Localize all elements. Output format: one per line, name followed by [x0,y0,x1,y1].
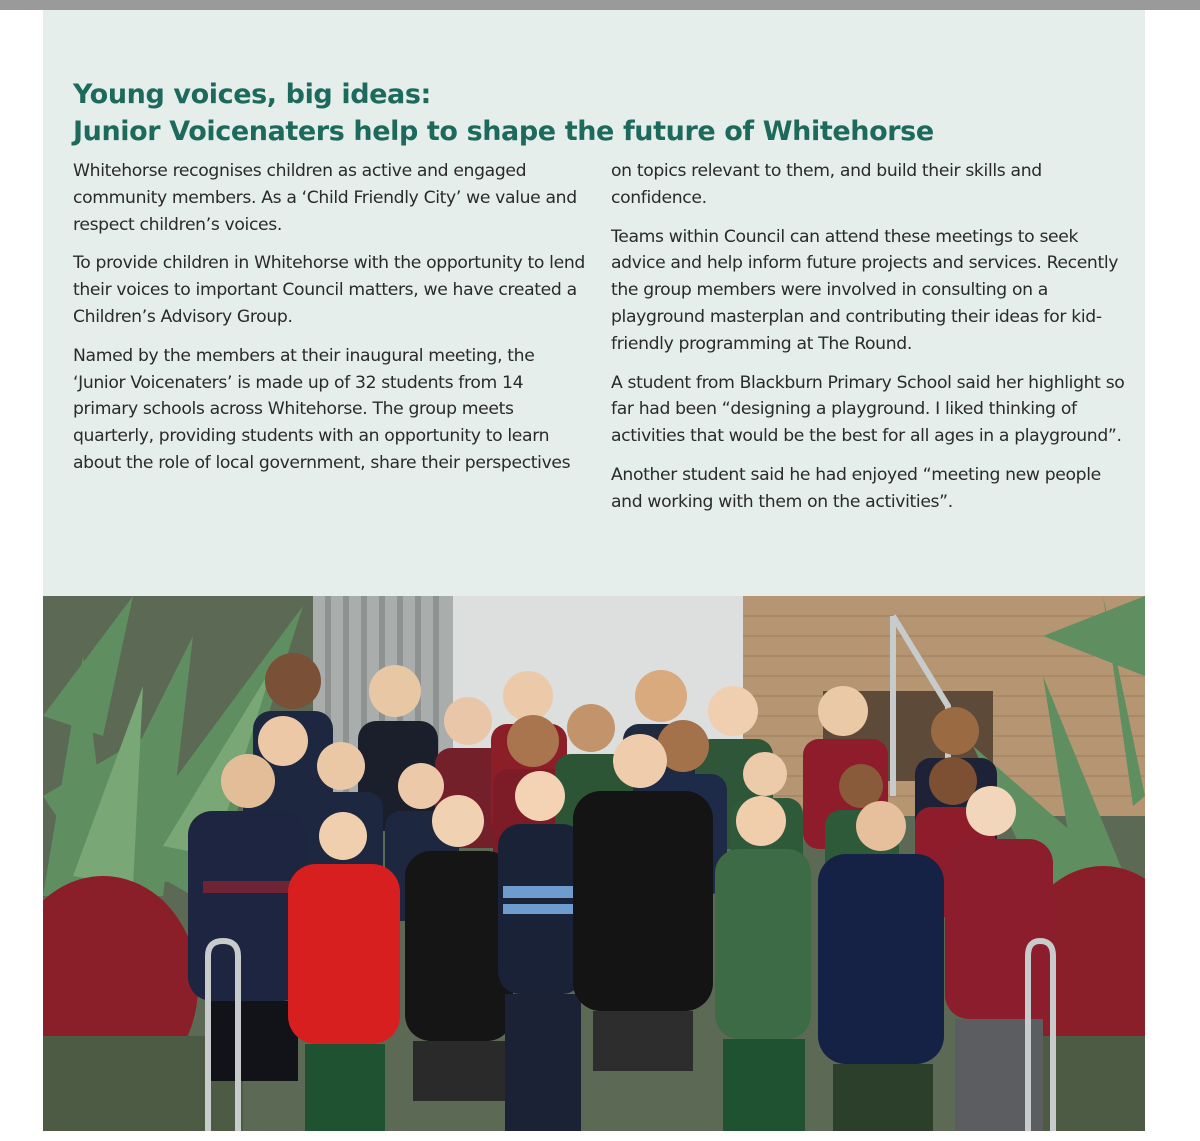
paragraph: A student from Blackburn Primary School said her highlight so far had been “designing a playground. I liked thinking of activities that would be the best for all ages in a playground”. [611,372,1125,447]
paragraph: Named by the members at their inaugural meeting, the ‘Junior Voicenaters’ is made up of 32 students from 14 primary schools across Whitehorse. The group meets quarterly, providing students with an opportunity to learn about the role of local government, share their perspectives [73,345,571,473]
paragraph: Another student said he had enjoyed “meeting new people and working with them on the activities”. [611,464,1101,512]
paragraph: Teams within Council can attend these meetings to seek advice and help inform future projects and services. Recently the group members were involved in consulting on a playground masterplan and contributing their ideas for kid-friendly programming at The Round. [611,226,1119,354]
top-rule [0,0,1200,10]
paragraph: on topics relevant to them, and build their skills and confidence. [611,161,1042,208]
paragraph: Whitehorse recognises children as active and engaged community members. As a ‘Child Friendly City’ we value and respect children’s voices. [73,161,577,235]
left-column [73,158,588,489]
title-line-1: Young voices, big ideas: [73,79,431,110]
article-title [73,76,1133,150]
group-photo [43,596,1145,1131]
group-photo-illustration [43,596,1145,1131]
paragraph: To provide children in Whitehorse with the opportunity to lend their voices to important Council matters, we have created a Children’s Advisory Group. [73,253,585,327]
right-column [611,158,1126,528]
title-line-2: Junior Voicenaters help to shape the future of Whitehorse [73,116,934,147]
